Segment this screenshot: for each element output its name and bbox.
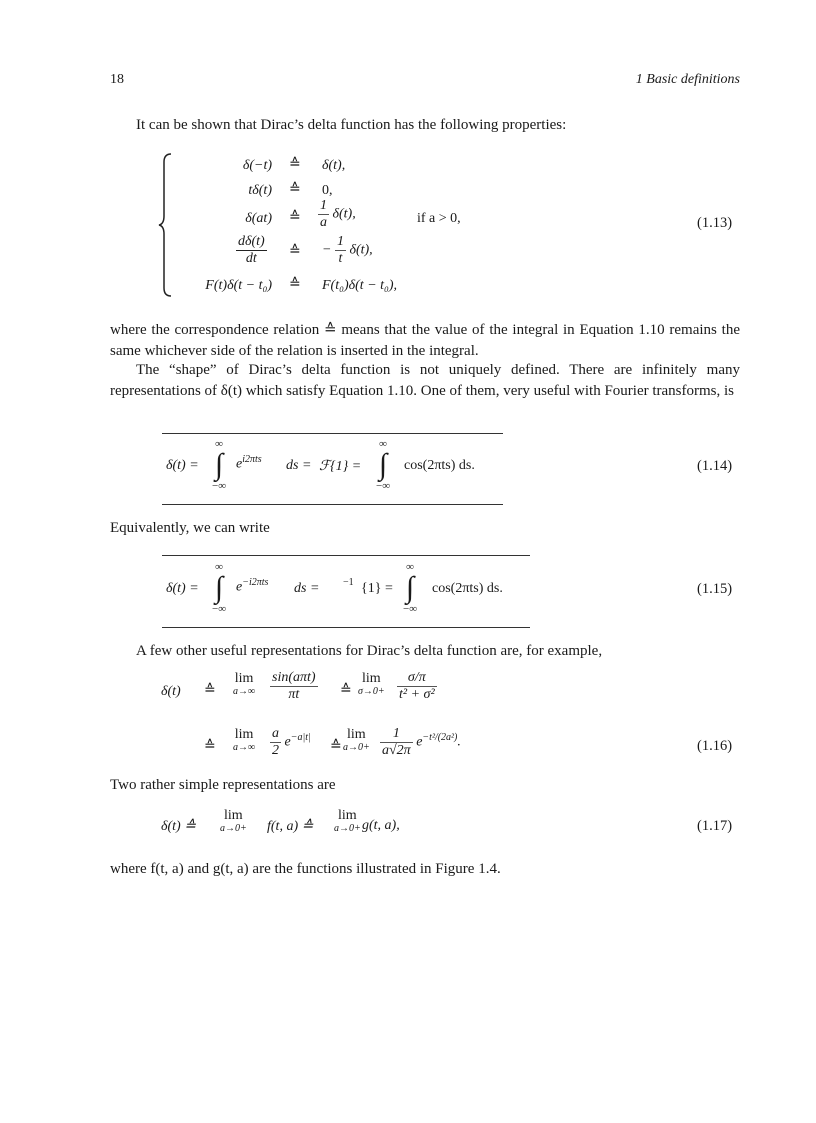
exponent: i2πts xyxy=(242,454,262,465)
frac-den: t² + σ² xyxy=(399,687,435,702)
frac-den: πt xyxy=(270,686,318,703)
eq15-integral-2 xyxy=(403,560,417,616)
eq13-row3-lhs: δ(at) xyxy=(245,211,272,226)
frac-den: t xyxy=(335,250,346,267)
eq16-lim-3 xyxy=(233,728,255,754)
eq15-integral-1 xyxy=(212,560,226,616)
exponent: −t²/(2a²) xyxy=(422,732,458,744)
upper-limit: ∞ xyxy=(379,438,387,450)
eq13-row2-lhs: tδ(t) xyxy=(248,183,272,198)
upper-limit: ∞ xyxy=(406,561,414,573)
paragraph-correspondence: where the correspondence relation ≙ means that the value of the integral in Equation 1.10 remains the same whichever side of the relation is inserted in the integral. xyxy=(110,322,740,359)
equivalently-text: Equivalently, we can write xyxy=(110,520,270,536)
eq13-row4-rhs xyxy=(322,234,373,267)
eq14-integrand-1 xyxy=(236,454,262,473)
rhs-tail: δ(t), xyxy=(349,242,373,258)
eq16-rel-4: ≙ xyxy=(330,739,342,754)
eq17-lim-2 xyxy=(334,809,361,835)
eq15-inverse-sup xyxy=(343,577,354,596)
lim-sub: a→0+ xyxy=(343,742,370,753)
eq14-integrand-2: cos(2πts) ds. xyxy=(404,458,475,473)
lhs-num: dδ(t) xyxy=(238,234,265,249)
eq15-lhs: δ(t) = xyxy=(166,581,199,596)
equation-number-1-16: (1.16) xyxy=(697,738,733,754)
integral-sign: ∫ xyxy=(405,571,415,604)
eq15-integrand-2: cos(2πts) ds. xyxy=(432,581,503,596)
period: . xyxy=(457,734,461,750)
eq16-lim-4 xyxy=(343,728,370,754)
eq13-row2-rhs: 0, xyxy=(322,183,333,198)
eq14-integral-2 xyxy=(376,437,390,493)
intro-text: It can be shown that Dirac’s delta function has the following properties: xyxy=(136,117,567,133)
lim-word: lim xyxy=(224,808,243,823)
eq16-frac-3 xyxy=(270,726,311,759)
rule-top xyxy=(162,433,503,434)
upper-limit: ∞ xyxy=(215,438,223,450)
lim-word: lim xyxy=(347,727,366,742)
closing-text: where f(t, a) and g(t, a) are the functions illustrated in Figure 1.4. xyxy=(110,861,501,877)
left-brace xyxy=(158,152,174,298)
representations-text: A few other useful representations for Dirac’s delta function are, for example, xyxy=(136,643,603,659)
eq13-row5-rhs: F(t₀)δ(t − t₀), xyxy=(322,278,398,293)
eq16-rel-2: ≙ xyxy=(340,683,352,698)
eq16-frac-4 xyxy=(380,726,461,759)
integral-sign: ∫ xyxy=(378,448,388,481)
page-number: 18 xyxy=(110,72,124,87)
frac-num: sin(aπt) xyxy=(272,670,316,685)
equation-number-1-15: (1.15) xyxy=(697,581,733,597)
lim-sub: a→0+ xyxy=(334,823,361,834)
exp-base: e xyxy=(236,456,243,472)
running-title: 1 Basic definitions xyxy=(635,72,740,87)
lower-limit: −∞ xyxy=(212,480,227,492)
upper-limit: ∞ xyxy=(215,561,223,573)
rhs-tail: δ(t), xyxy=(332,206,356,222)
equation-number-1-14: (1.14) xyxy=(697,458,733,474)
lim-sub: a→∞ xyxy=(233,742,256,753)
rule-bottom xyxy=(162,504,503,505)
frac-num: σ/π xyxy=(407,670,426,685)
lim-sub: a→0+ xyxy=(220,823,247,834)
integral-sign: ∫ xyxy=(214,448,224,481)
exp-base: e xyxy=(284,734,291,750)
eq16-frac-1 xyxy=(270,670,318,703)
eq16-rel-1: ≙ xyxy=(204,683,216,698)
rule-bottom xyxy=(162,627,530,628)
eq13-row3-rhs xyxy=(318,198,356,231)
frac-num: 1 xyxy=(392,726,400,741)
inverse-exponent: −1 xyxy=(343,577,354,588)
exponent: −a|t| xyxy=(290,732,311,744)
simple-representations-text: Two rather simple representations are xyxy=(110,777,336,793)
equation-number-1-17: (1.17) xyxy=(697,818,733,834)
equation-number-1-13: (1.13) xyxy=(697,215,733,231)
eq13-row2-rel: ≙ xyxy=(289,182,301,197)
eq13-row4-lhs xyxy=(236,234,267,267)
eq13-row3-condition: if a > 0, xyxy=(417,211,461,226)
frac-num: a xyxy=(272,726,279,741)
eq16-lim-2 xyxy=(358,672,385,698)
eq17-g: g(t, a), xyxy=(362,818,400,833)
eq14-integral-1 xyxy=(212,437,226,493)
eq16-lhs: δ(t) xyxy=(161,684,181,699)
eq14-lhs: δ(t) = xyxy=(166,458,199,473)
lim-word: lim xyxy=(362,671,381,686)
exp-base: e xyxy=(416,734,423,750)
frac-den: a xyxy=(320,215,327,230)
lower-limit: −∞ xyxy=(403,603,418,615)
exp-base: e xyxy=(236,579,243,595)
lim-word: lim xyxy=(234,727,254,742)
lhs-den: dt xyxy=(236,250,267,267)
eq17-lhs: δ(t) ≙ xyxy=(161,819,196,834)
eq16-frac-2 xyxy=(397,670,437,703)
eq13-row5-rel: ≙ xyxy=(289,277,301,292)
eq15-differential: ds = xyxy=(294,581,320,596)
frac-den: a√2π xyxy=(382,743,411,758)
eq13-row3-rel: ≙ xyxy=(289,210,301,225)
eq17-f: f(t, a) ≙ xyxy=(267,819,314,834)
eq13-row4-rel: ≙ xyxy=(289,244,301,259)
eq15-inverse: {1} = xyxy=(361,581,393,596)
eq15-integrand-1 xyxy=(236,577,268,596)
frac-num: 1 xyxy=(336,234,344,249)
integral-sign: ∫ xyxy=(214,571,224,604)
lim-sub: σ→0+ xyxy=(358,686,385,697)
eq16-lim-1 xyxy=(233,672,255,698)
exponent: −i2πts xyxy=(242,577,269,588)
frac-den: 2 xyxy=(272,743,279,758)
eq13-row1-lhs: δ(−t) xyxy=(242,158,272,173)
eq16-rel-3: ≙ xyxy=(204,739,216,754)
lim-sub: a→∞ xyxy=(233,686,256,697)
lim-word: lim xyxy=(234,671,254,686)
eq13-row5-lhs: F(t)δ(t − t₀) xyxy=(205,278,272,293)
rhs-prefix: − xyxy=(322,242,332,258)
eq13-row1-rel: ≙ xyxy=(289,157,301,172)
lower-limit: −∞ xyxy=(212,603,227,615)
eq14-fourier: ℱ{1} = xyxy=(319,459,362,474)
rule-top xyxy=(162,555,530,556)
paragraph-shape: The “shape” of Dirac’s delta function is not uniquely defined. There are infinitely many representations of δ(t) which satisfy Equation 1.10. One of them, very useful with Fourier transforms, is xyxy=(110,362,740,399)
lim-word: lim xyxy=(338,808,357,823)
eq14-differential: ds = xyxy=(286,458,312,473)
eq13-row1-rhs: δ(t), xyxy=(322,158,346,173)
lower-limit: −∞ xyxy=(376,480,391,492)
eq17-lim-1 xyxy=(220,809,247,835)
frac-num: 1 xyxy=(320,198,327,213)
